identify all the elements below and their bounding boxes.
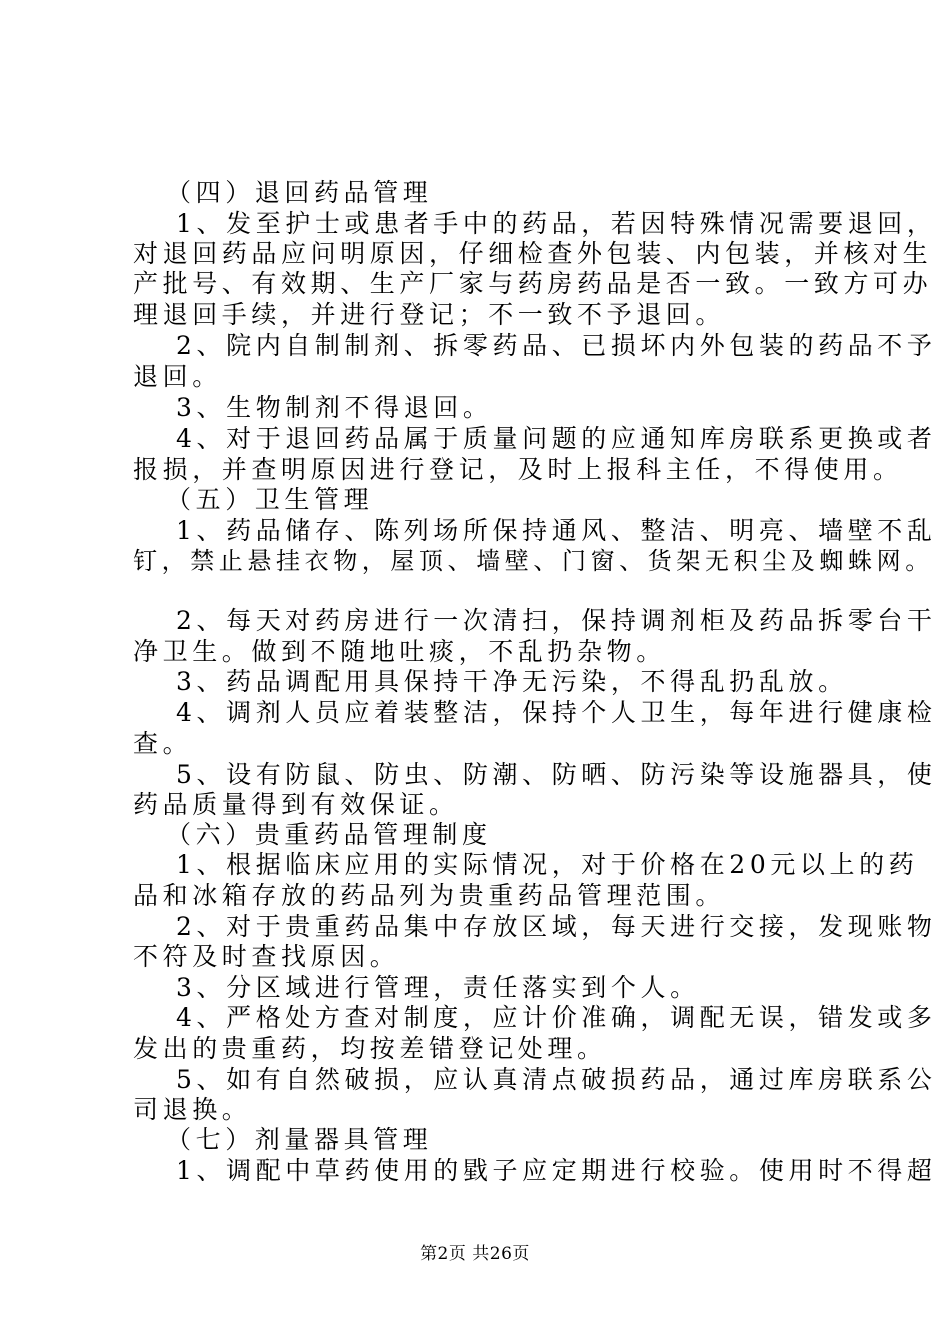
paragraph-line: 1、药品储存、陈列场所保持通风、整洁、明亮、墙壁不乱 — [176, 516, 937, 545]
section-heading-7: （七）剂量器具管理 — [166, 1125, 433, 1154]
paragraph-line: 1、根据临床应用的实际情况，对于价格在20元以上的药 — [176, 850, 919, 879]
paragraph-line: 4、严格处方查对制度，应计价准确，调配无误，错发或多 — [176, 1003, 937, 1032]
paragraph-line: 1、发至护士或患者手中的药品，若因特殊情况需要退回， — [176, 209, 937, 238]
paragraph-line: 发出的贵重药，均按差错登记处理。 — [133, 1034, 607, 1063]
paragraph-line: 报损，并查明原因进行登记，及时上报科主任，不得使用。 — [133, 455, 903, 484]
paragraph-line: 4、对于退回药品属于质量问题的应通知库房联系更换或者 — [176, 424, 937, 453]
section-heading-6: （六）贵重药品管理制度 — [166, 820, 492, 849]
paragraph-line: 钉，禁止悬挂衣物，屋顶、墙壁、门窗、货架无积尘及蜘蛛网。 — [133, 547, 934, 575]
paragraph-line: 品和冰箱存放的药品列为贵重药品管理范围。 — [133, 881, 726, 910]
paragraph-line: 2、每天对药房进行一次清扫，保持调剂柜及药品拆零台干 — [176, 606, 937, 635]
paragraph-line: 净卫生。做到不随地吐痰，不乱扔杂物。 — [133, 637, 666, 666]
paragraph-line: 2、对于贵重药品集中存放区域，每天进行交接，发现账物 — [176, 912, 937, 941]
paragraph-line: 1、调配中草药使用的戥子应定期进行校验。使用时不得超 — [176, 1156, 937, 1185]
section-heading-5: （五）卫生管理 — [166, 485, 374, 514]
paragraph-line: 5、如有自然破损，应认真清点破损药品，通过库房联系公 — [176, 1065, 937, 1094]
paragraph-line: 理退回手续，并进行登记；不一致不予退回。 — [133, 300, 726, 329]
paragraph-line: 药品质量得到有效保证。 — [133, 790, 459, 819]
paragraph-line: 3、药品调配用具保持干净无污染，不得乱扔乱放。 — [176, 667, 848, 696]
paragraph-line: 不符及时查找原因。 — [133, 942, 400, 971]
paragraph-line: 查。 — [133, 729, 193, 758]
page-footer: 第2页 共26页 — [420, 1244, 530, 1264]
paragraph-line: 产批号、有效期、生产厂家与药房药品是否一致。一致方可办 — [133, 269, 933, 298]
paragraph-line: 2、院内自制制剂、拆零药品、已损坏内外包装的药品不予 — [176, 331, 937, 360]
paragraph-line: 对退回药品应问明原因，仔细检查外包装、内包装，并核对生 — [133, 239, 933, 268]
paragraph-line: 3、生物制剂不得退回。 — [176, 393, 493, 422]
paragraph-line: 5、设有防鼠、防虫、防潮、防晒、防污染等设施器具，使 — [176, 760, 937, 789]
section-heading-4: （四）退回药品管理 — [166, 178, 433, 207]
paragraph-line: 退回。 — [133, 362, 222, 391]
paragraph-line: 3、分区域进行管理，责任落实到个人。 — [176, 973, 700, 1002]
paragraph-line: 4、调剂人员应着装整洁，保持个人卫生，每年进行健康检 — [176, 698, 937, 727]
paragraph-line: 司退换。 — [133, 1095, 252, 1124]
